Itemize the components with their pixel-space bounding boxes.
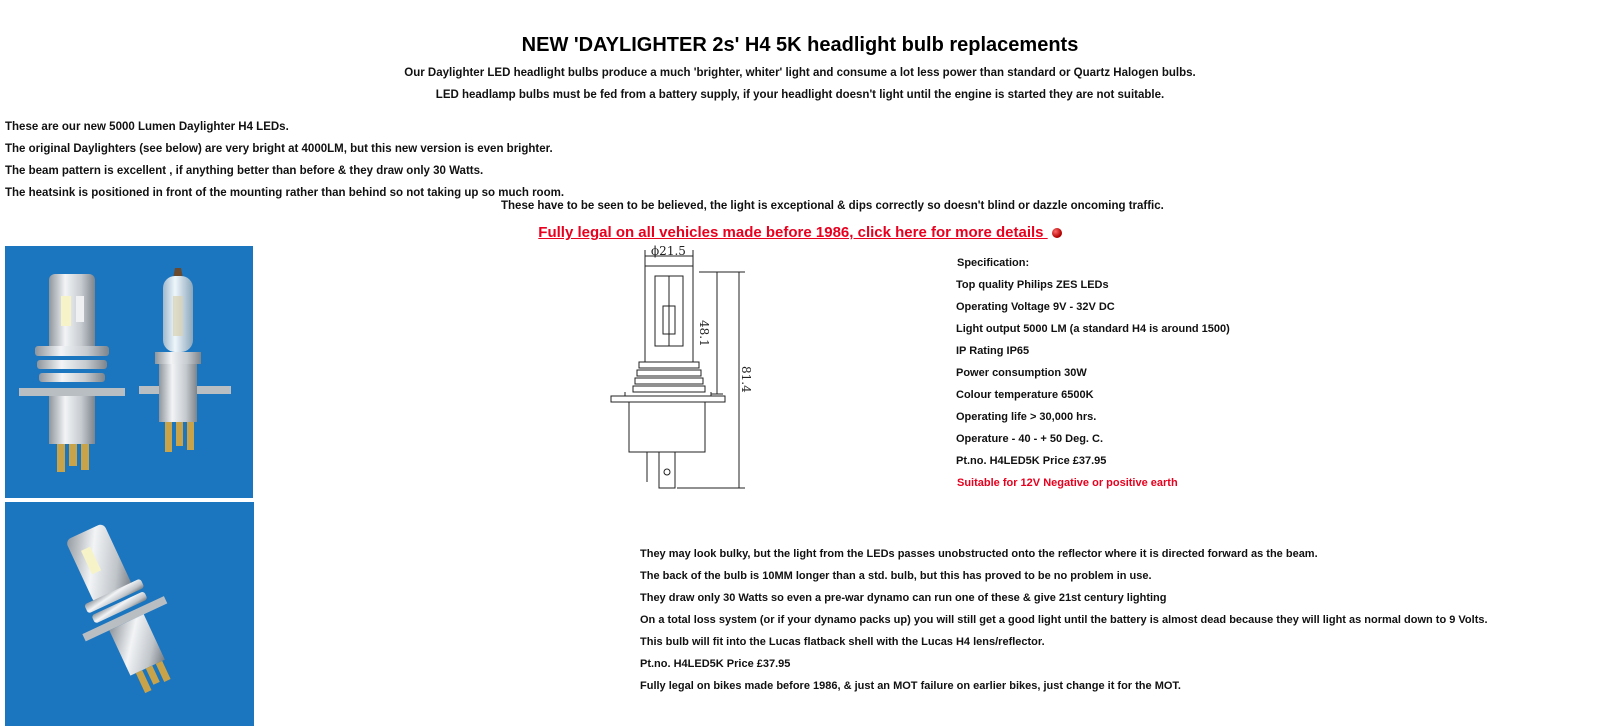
spec-item: Operating Voltage 9V - 32V DC (956, 301, 1115, 313)
photo-led-angled (5, 502, 254, 726)
bulb-dimension-diagram (605, 246, 755, 496)
length-outer-label: 81.4 (739, 366, 753, 393)
spec-item: Top quality Philips ZES LEDs (956, 279, 1109, 291)
intro-line-2: The original Daylighters (see below) are very bright at 4000LM, but this new version is even brighter. (5, 143, 553, 155)
diameter-label: ϕ21.5 (651, 244, 686, 258)
detail-line-7: Fully legal on bikes made before 1986, & just an MOT failure on earlier bikes, just change it for the MOT. (640, 680, 1181, 692)
spec-heading: Specification: (957, 257, 1030, 269)
spec-item: IP Rating IP65 (956, 345, 1030, 357)
spec-item: Operature - 40 - + 50 Deg. C. (956, 433, 1104, 445)
page-title: NEW 'DAYLIGHTER 2s' H4 5K headlight bulb replacements (521, 34, 1079, 56)
detail-line-2: The back of the bulb is 10MM longer than a std. bulb, but this has proved to be no problem in use. (640, 570, 1152, 582)
spec-item-part-price: Pt.no. H4LED5K Price £37.95 (956, 455, 1107, 467)
intro-line-4: The heatsink is positioned in front of the mounting rather than behind so not taking up so much room. (5, 187, 565, 199)
intro-line-1: These are our new 5000 Lumen Daylighter H4 LEDs. (5, 121, 289, 133)
intro-line-3: The beam pattern is excellent , if anything better than before & they draw only 30 Watts. (5, 165, 484, 177)
spec-item: Colour temperature 6500K (956, 389, 1094, 401)
red-bullet-icon (1052, 228, 1062, 238)
detail-part-price: Pt.no. H4LED5K Price £37.95 (640, 658, 791, 670)
subtitle-brightness: Our Daylighter LED headlight bulbs produce a much 'brighter, whiter' light and consume a lot less power than standard or Quartz Halogen bulbs. (404, 67, 1196, 79)
dimension-drawing (605, 246, 755, 496)
believed-line: These have to be seen to be believed, the light is exceptional & dips correctly so doesn't blind or dazzle oncoming traffic. (501, 200, 1164, 212)
detail-line-1: They may look bulky, but the light from the LEDs passes unobstructed onto the reflector where it is directed forward as the beam. (640, 548, 1318, 560)
detail-line-5: This bulb will fit into the Lucas flatback shell with the Lucas H4 lens/reflector. (640, 636, 1045, 648)
photo-led-angled-image (5, 502, 254, 726)
subtitle-battery-warning: LED headlamp bulbs must be fed from a battery supply, if your headlight doesn't light until the engine is started they are not suitable. (435, 89, 1165, 101)
detail-line-3: They draw only 30 Watts so even a pre-war dynamo can run one of these & give 21st century lighting (640, 592, 1167, 604)
spec-item: Light output 5000 LM (a standard H4 is around 1500) (956, 323, 1230, 335)
legal-details-link[interactable] (0, 224, 1600, 241)
legal-details-link-label[interactable]: Fully legal on all vehicles made before 1986, click here for more details (538, 224, 1048, 241)
detail-line-4: On a total loss system (or if your dynamo packs up) you will still get a good light until the battery is almost dead because they will light as normal down to 9 Volts. (640, 614, 1488, 626)
spec-item: Power consumption 30W (956, 367, 1087, 379)
length-inner-label: 48.1 (697, 320, 711, 347)
earth-note: Suitable for 12V Negative or positive earth (957, 477, 1178, 489)
spec-item: Operating life > 30,000 hrs. (956, 411, 1097, 423)
photo-led-vs-halogen (5, 246, 253, 498)
photo-led-vs-halogen-image (5, 246, 253, 498)
